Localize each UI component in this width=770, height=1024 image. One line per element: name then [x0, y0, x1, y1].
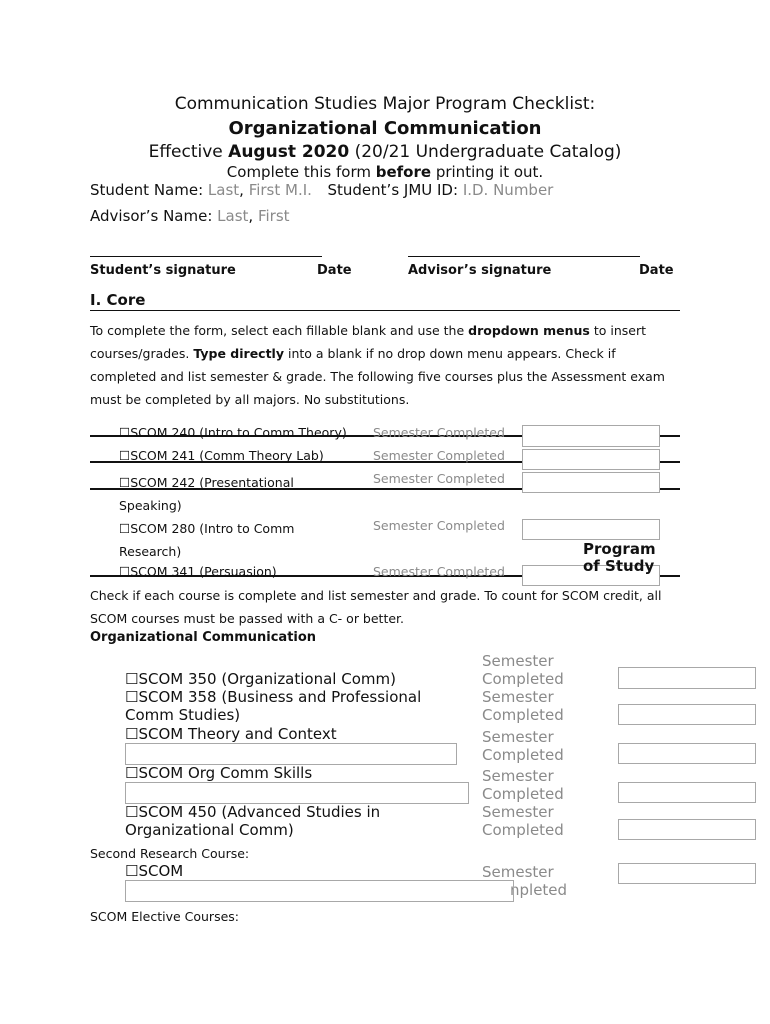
- core-course-item[interactable]: [119, 448, 324, 463]
- semester-completed-dropdown[interactable]: [482, 803, 564, 839]
- core-instructions-line4: must be completed by all majors. No substitutions.: [90, 392, 410, 407]
- student-id-field[interactable]: I.D. Number: [462, 181, 554, 199]
- course-label: SCOM 358 (Business and Professional: [138, 688, 422, 706]
- core-check-note: [90, 584, 661, 630]
- checkbox-icon[interactable]: [119, 448, 130, 463]
- advisor-name-comma: ,: [248, 207, 258, 225]
- advisor-first-name-field[interactable]: First: [257, 207, 290, 225]
- instr-text-d: into a blank if no drop down menu appears. Check if: [284, 346, 616, 361]
- checkbox-icon[interactable]: [119, 564, 130, 579]
- core-course-item[interactable]: [119, 471, 294, 517]
- form-title: Communication Studies Major Program Checklist:: [174, 94, 596, 114]
- completed-word: Completed: [482, 706, 564, 724]
- print-instruction-pre: Complete this form: [226, 163, 376, 181]
- checkbox-icon[interactable]: [125, 862, 138, 880]
- semester-completed-dropdown[interactable]: Semester Completed: [373, 518, 505, 533]
- course-label-cont: Organizational Comm): [125, 821, 294, 839]
- core-course-item[interactable]: [119, 517, 294, 563]
- semester-word: Semester: [482, 803, 554, 821]
- effective-suffix: (20/21 Undergraduate Catalog): [349, 142, 622, 162]
- second-research-label: Second Research Course:: [90, 846, 250, 861]
- grade-field[interactable]: [618, 819, 756, 840]
- theory-context-course-field[interactable]: [125, 743, 457, 765]
- instr-text-a: To complete the form, select each fillable blank and use the: [90, 323, 469, 338]
- grade-field[interactable]: [618, 863, 756, 884]
- student-first-name-field[interactable]: First M.I.: [248, 181, 312, 199]
- student-name-comma: ,: [239, 181, 249, 199]
- grade-field[interactable]: [618, 704, 756, 725]
- instr-bold-type: Type directly: [193, 346, 284, 361]
- checkbox-icon[interactable]: [125, 688, 138, 706]
- course-label-cont: Speaking): [119, 498, 182, 513]
- program-of-study-label: Program of Study: [583, 540, 656, 575]
- core-instructions-line3: completed and list semester & grade. The following five courses plus the Assessment exam: [90, 369, 665, 384]
- effective-prefix: Effective: [148, 142, 229, 162]
- semester-completed-dropdown[interactable]: [482, 728, 564, 764]
- semester-completed-dropdown[interactable]: [482, 688, 564, 724]
- print-instruction-bold: before: [375, 163, 432, 181]
- checkbox-icon[interactable]: [119, 425, 130, 440]
- course-label: SCOM 450 (Advanced Studies in: [138, 803, 381, 821]
- org-course-item[interactable]: [125, 688, 421, 724]
- checkbox-icon[interactable]: [119, 521, 130, 536]
- semester-completed-dropdown[interactable]: [482, 652, 564, 688]
- elective-courses-label: SCOM Elective Courses:: [90, 909, 239, 924]
- completed-word-partial: npleted: [510, 881, 568, 899]
- checkbox-icon[interactable]: [119, 475, 130, 490]
- advisor-name-label: Advisor’s Name:: [90, 207, 218, 225]
- org-course-item[interactable]: [125, 670, 396, 688]
- completed-word: Completed: [482, 785, 564, 803]
- org-comm-heading: Organizational Communication: [90, 630, 317, 645]
- checkbox-icon[interactable]: [125, 803, 138, 821]
- print-instruction-post: printing it out.: [431, 163, 544, 181]
- grade-field[interactable]: [618, 743, 756, 764]
- advisor-date-label: Date: [639, 263, 674, 278]
- course-label-cont: Research): [119, 544, 182, 559]
- semester-word: Semester: [482, 767, 554, 785]
- course-label: SCOM: [138, 862, 184, 880]
- student-date-label: Date: [317, 263, 352, 278]
- semester-completed-dropdown[interactable]: [482, 767, 564, 803]
- grade-field[interactable]: [522, 519, 660, 540]
- org-course-item[interactable]: [125, 764, 312, 782]
- org-course-item[interactable]: [125, 725, 337, 743]
- semester-completed-dropdown[interactable]: Semester Completed: [373, 564, 505, 579]
- form-subtitle: Organizational Communication: [228, 118, 542, 139]
- course-label: SCOM 280 (Intro to Comm: [130, 521, 295, 536]
- course-label: SCOM 350 (Organizational Comm): [138, 670, 396, 688]
- course-label: SCOM 240 (Intro to Comm Theory): [130, 425, 347, 440]
- student-id-label: Student’s JMU ID:: [327, 181, 463, 199]
- advisor-last-name-field[interactable]: Last: [217, 207, 249, 225]
- semester-word: Semester: [482, 728, 554, 746]
- effective-bold-date: August 2020: [228, 142, 350, 162]
- grade-field[interactable]: [618, 667, 756, 689]
- second-research-course-field[interactable]: [125, 880, 514, 902]
- semester-completed-dropdown[interactable]: Semester Completed: [373, 471, 505, 486]
- instr-text-b: to insert: [589, 323, 647, 338]
- core-check-note-line1: Check if each course is complete and list semester and grade. To count for SCOM credit, all: [90, 588, 662, 603]
- course-label: SCOM 341 (Persuasion): [130, 564, 277, 579]
- semester-completed-dropdown[interactable]: Semester Completed: [373, 448, 505, 463]
- grade-field[interactable]: [618, 782, 756, 803]
- semester-word: Semester: [482, 652, 554, 670]
- semester-word: Semester: [482, 688, 554, 706]
- student-last-name-field[interactable]: Last: [207, 181, 240, 199]
- second-research-course-item[interactable]: [125, 862, 183, 880]
- completed-word: Completed: [482, 746, 564, 764]
- course-label-cont: Comm Studies): [125, 706, 241, 724]
- advisor-signature-label: Advisor’s signature: [408, 263, 552, 278]
- semester-word: Semester: [482, 863, 554, 881]
- org-comm-skills-course-field[interactable]: [125, 782, 469, 804]
- student-name-label: Student Name:: [90, 181, 208, 199]
- semester-completed-dropdown[interactable]: Semester Completed: [373, 425, 505, 440]
- core-course-item[interactable]: [119, 564, 277, 579]
- instr-text-c: courses/grades.: [90, 346, 194, 361]
- student-signature-label: Student’s signature: [90, 263, 236, 278]
- instr-bold-dropdown: dropdown menus: [468, 323, 590, 338]
- course-label: SCOM Org Comm Skills: [138, 764, 313, 782]
- completed-word: Completed: [482, 821, 564, 839]
- org-course-item[interactable]: [125, 803, 380, 839]
- grade-field[interactable]: [522, 425, 660, 447]
- course-label: SCOM Theory and Context: [138, 725, 337, 743]
- grade-field[interactable]: [522, 472, 660, 493]
- core-check-note-line2: SCOM courses must be passed with a C- or better.: [90, 611, 405, 626]
- completed-word: Completed: [482, 670, 564, 688]
- checkbox-icon[interactable]: [125, 725, 138, 743]
- grade-field[interactable]: [522, 449, 660, 470]
- core-course-item[interactable]: [119, 425, 347, 440]
- checkbox-icon[interactable]: [125, 670, 138, 688]
- checkbox-icon[interactable]: [125, 764, 138, 782]
- core-heading: I. Core: [90, 291, 146, 309]
- course-label: SCOM 242 (Presentational: [130, 475, 294, 490]
- course-label: SCOM 241 (Comm Theory Lab): [130, 448, 324, 463]
